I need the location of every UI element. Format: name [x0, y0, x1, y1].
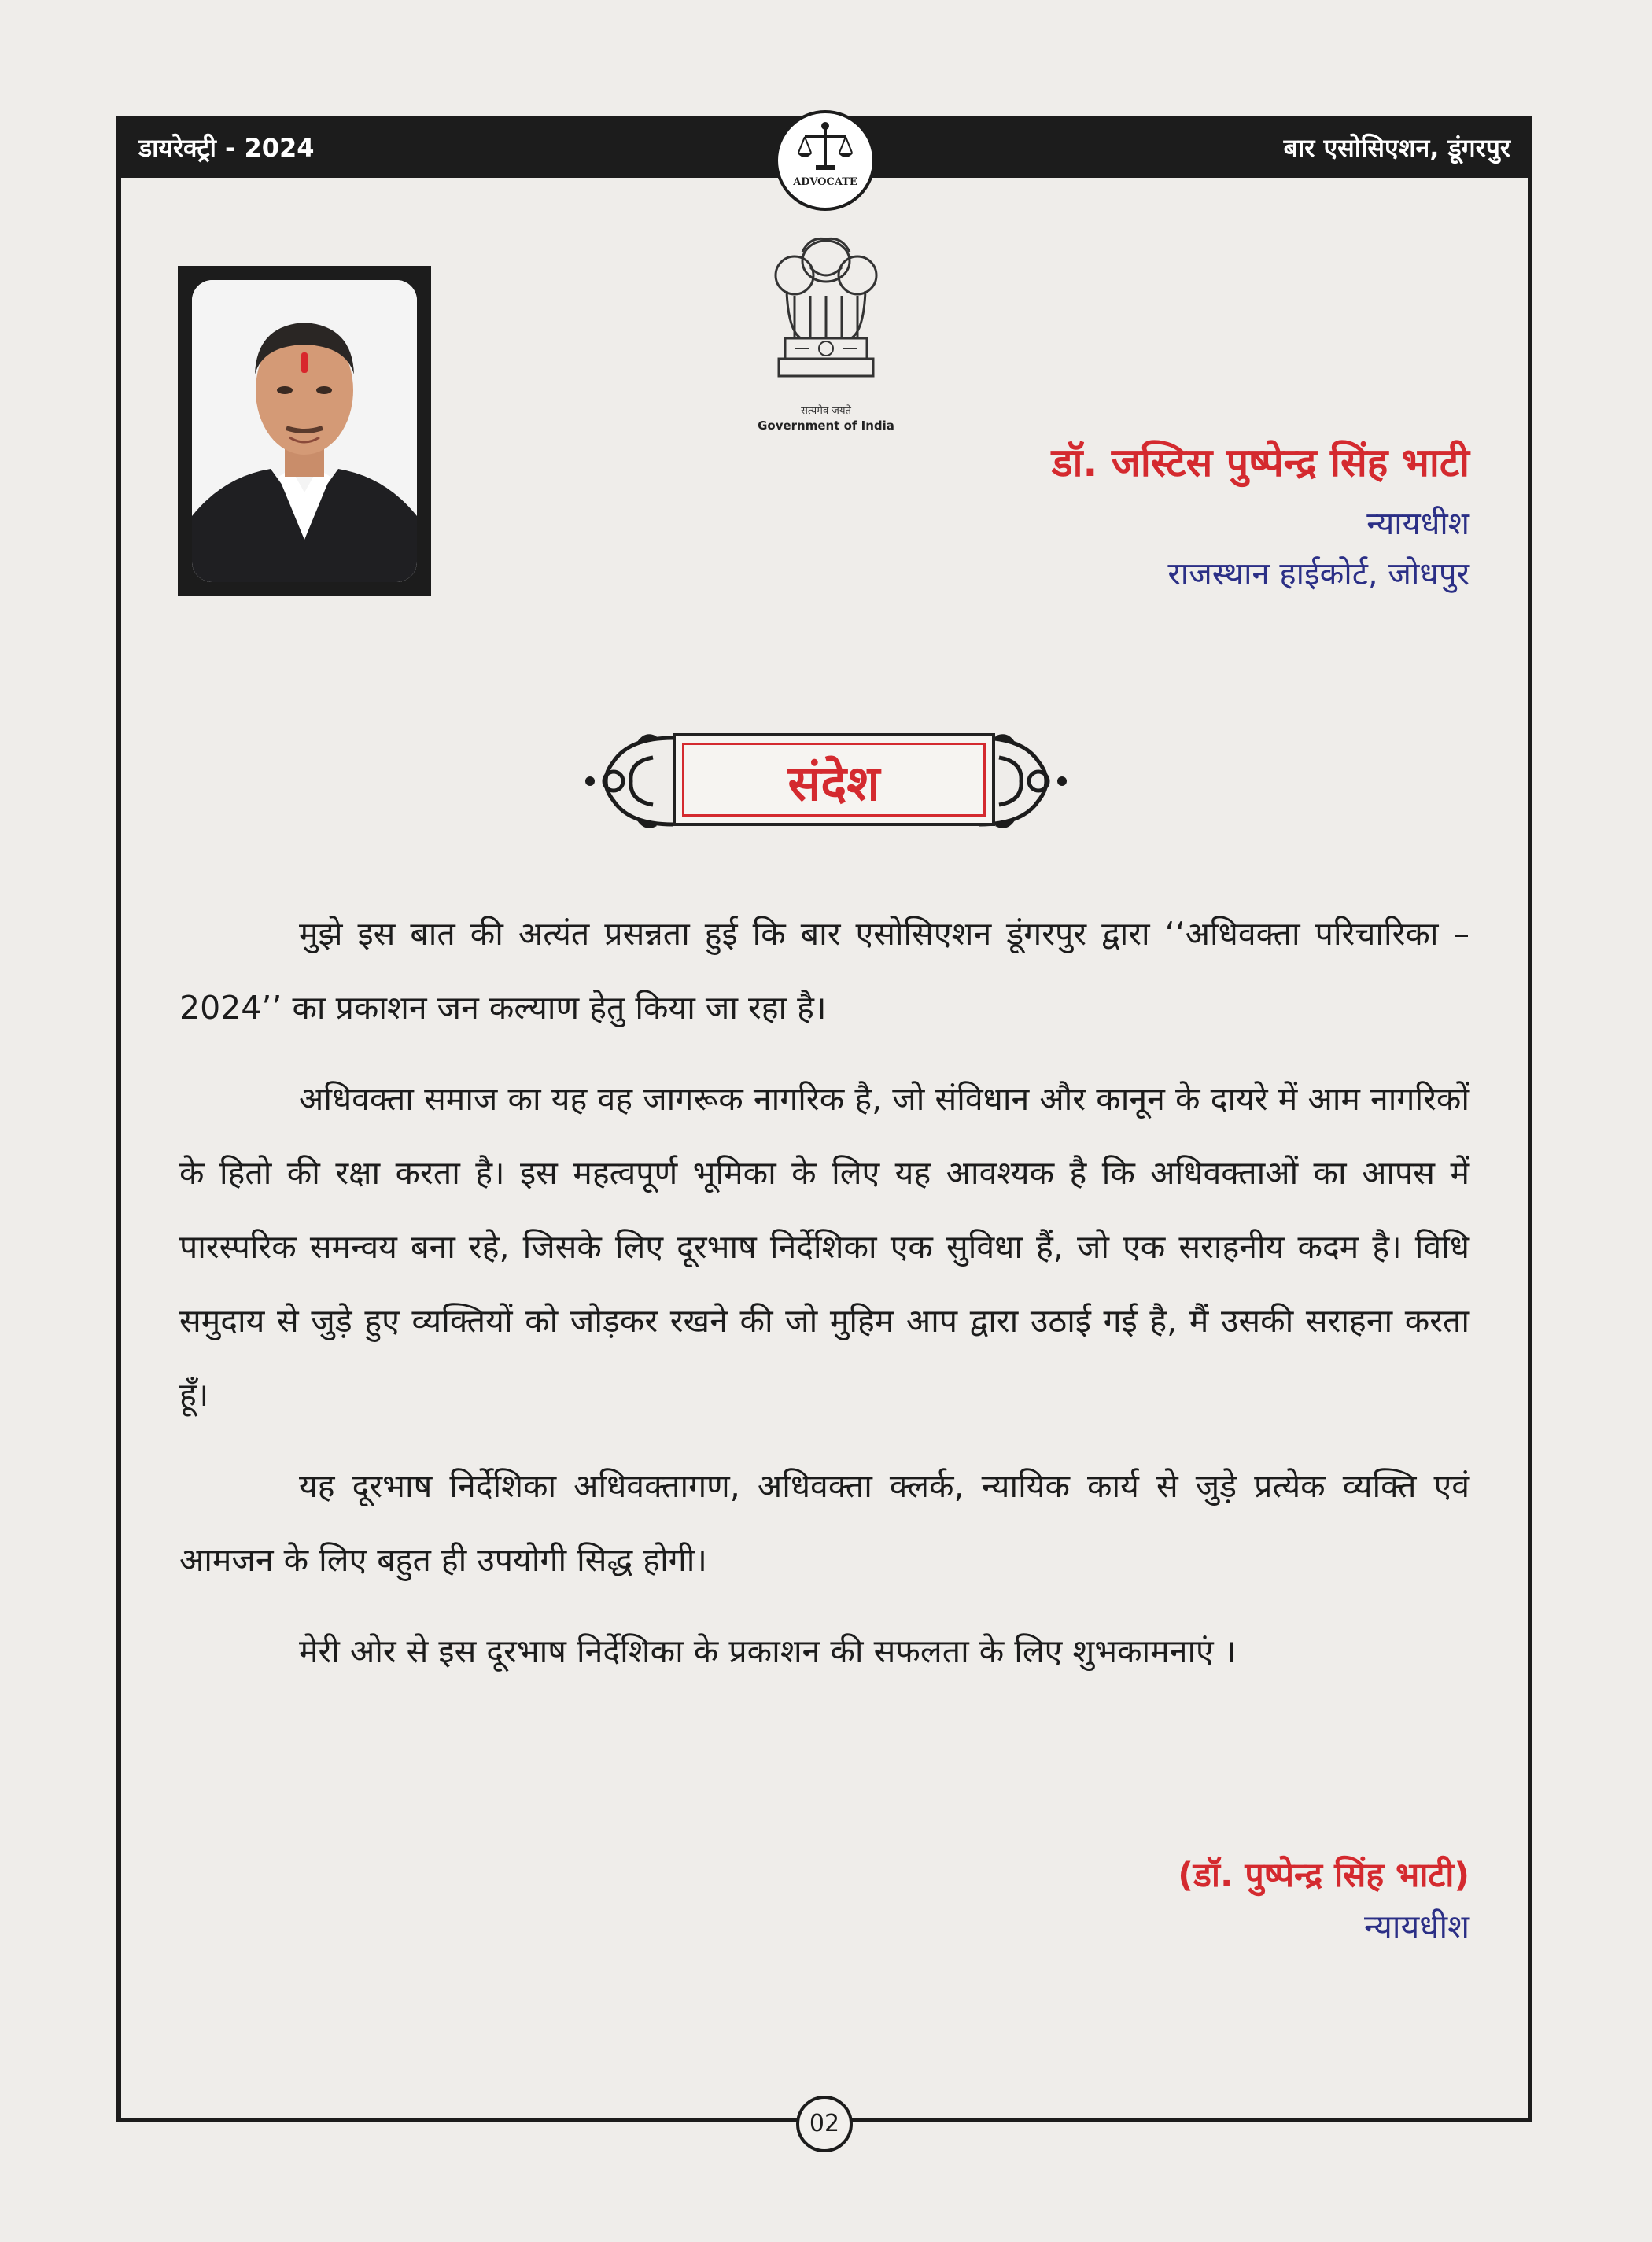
signature-name: (डॉ. पुष्पेन्द्र सिंह भाटी): [1178, 1856, 1469, 1895]
ashoka-lion-emblem-icon: [739, 220, 913, 401]
page-number: 02: [796, 2096, 853, 2152]
header-association-name: बार एसोसिएशन, डूंगरपुर: [1283, 133, 1510, 163]
message-paragraph-2: अधिवक्ता समाज का यह वह जागरूक नागरिक है, जो संविधान और कानून के दायरे में आम नागरिकों के हितो की रक्षा करता है। इस महत्वपूर्ण भूमिका के लिए यह आवश्यक है कि अधिवक्ताओं का आपस में पारस्परिक समन्वय बना रहे, जिसके लिए दूरभाष निर्देशिका एक सुविधा हैं, जो एक सराहनीय कदम है। विधि समुदाय से जुड़े हुए व्यक्तियों को जोड़कर रखने की जो मुहिम आप द्वारा उठाई गई है, मैं उसकी सराहना करता हूँ।: [179, 1080, 1469, 1414]
message-paragraph-1: मुझे इस बात की अत्यंत प्रसन्नता हुई कि बार एसोसिएशन डूंगरपुर द्वारा ‘‘अधिवक्ता परिचारिका – 2024’’ का प्रकाशन जन कल्याण हेतु किया जा रहा है।: [179, 915, 1469, 1027]
scales-of-justice-icon: [778, 113, 872, 208]
judge-court: राजस्थान हाईकोर्ट, जोधपुर: [1167, 556, 1469, 592]
message-paragraph-4: मेरी ओर से इस दूरभाष निर्देशिका के प्रकाशन की सफलता के लिए शुभकामनाएं ।: [299, 1632, 1237, 1670]
national-emblem: [739, 220, 913, 441]
emblem-motto: सत्यमेव जयते: [801, 405, 851, 417]
judge-photo: [192, 280, 417, 582]
header-directory-title: डायरेक्ट्री - 2024: [138, 133, 315, 163]
message-paragraph-3: यह दूरभाष निर्देशिका अधिवक्तागण, अधिवक्ता क्लर्क, न्यायिक कार्य से जुड़े प्रत्येक व्यक्ति एवं आमजन के लिए बहुत ही उपयोगी सिद्ध होगी।: [179, 1467, 1469, 1579]
message-title: संदेश: [787, 754, 880, 812]
advocate-logo: [775, 110, 876, 211]
signature-designation: न्यायधीश: [1364, 1908, 1469, 1945]
emblem-caption: Government of India: [758, 419, 894, 433]
message-body: [179, 897, 1469, 1705]
judge-name: डॉ. जस्टिस पुष्पेन्द्र सिंह भाटी: [1051, 440, 1469, 485]
message-title-box: [673, 733, 995, 826]
advocate-label: ADVOCATE: [793, 176, 857, 188]
judge-photo-frame: [178, 266, 431, 596]
judge-designation: न्यायधीश: [1366, 506, 1469, 542]
